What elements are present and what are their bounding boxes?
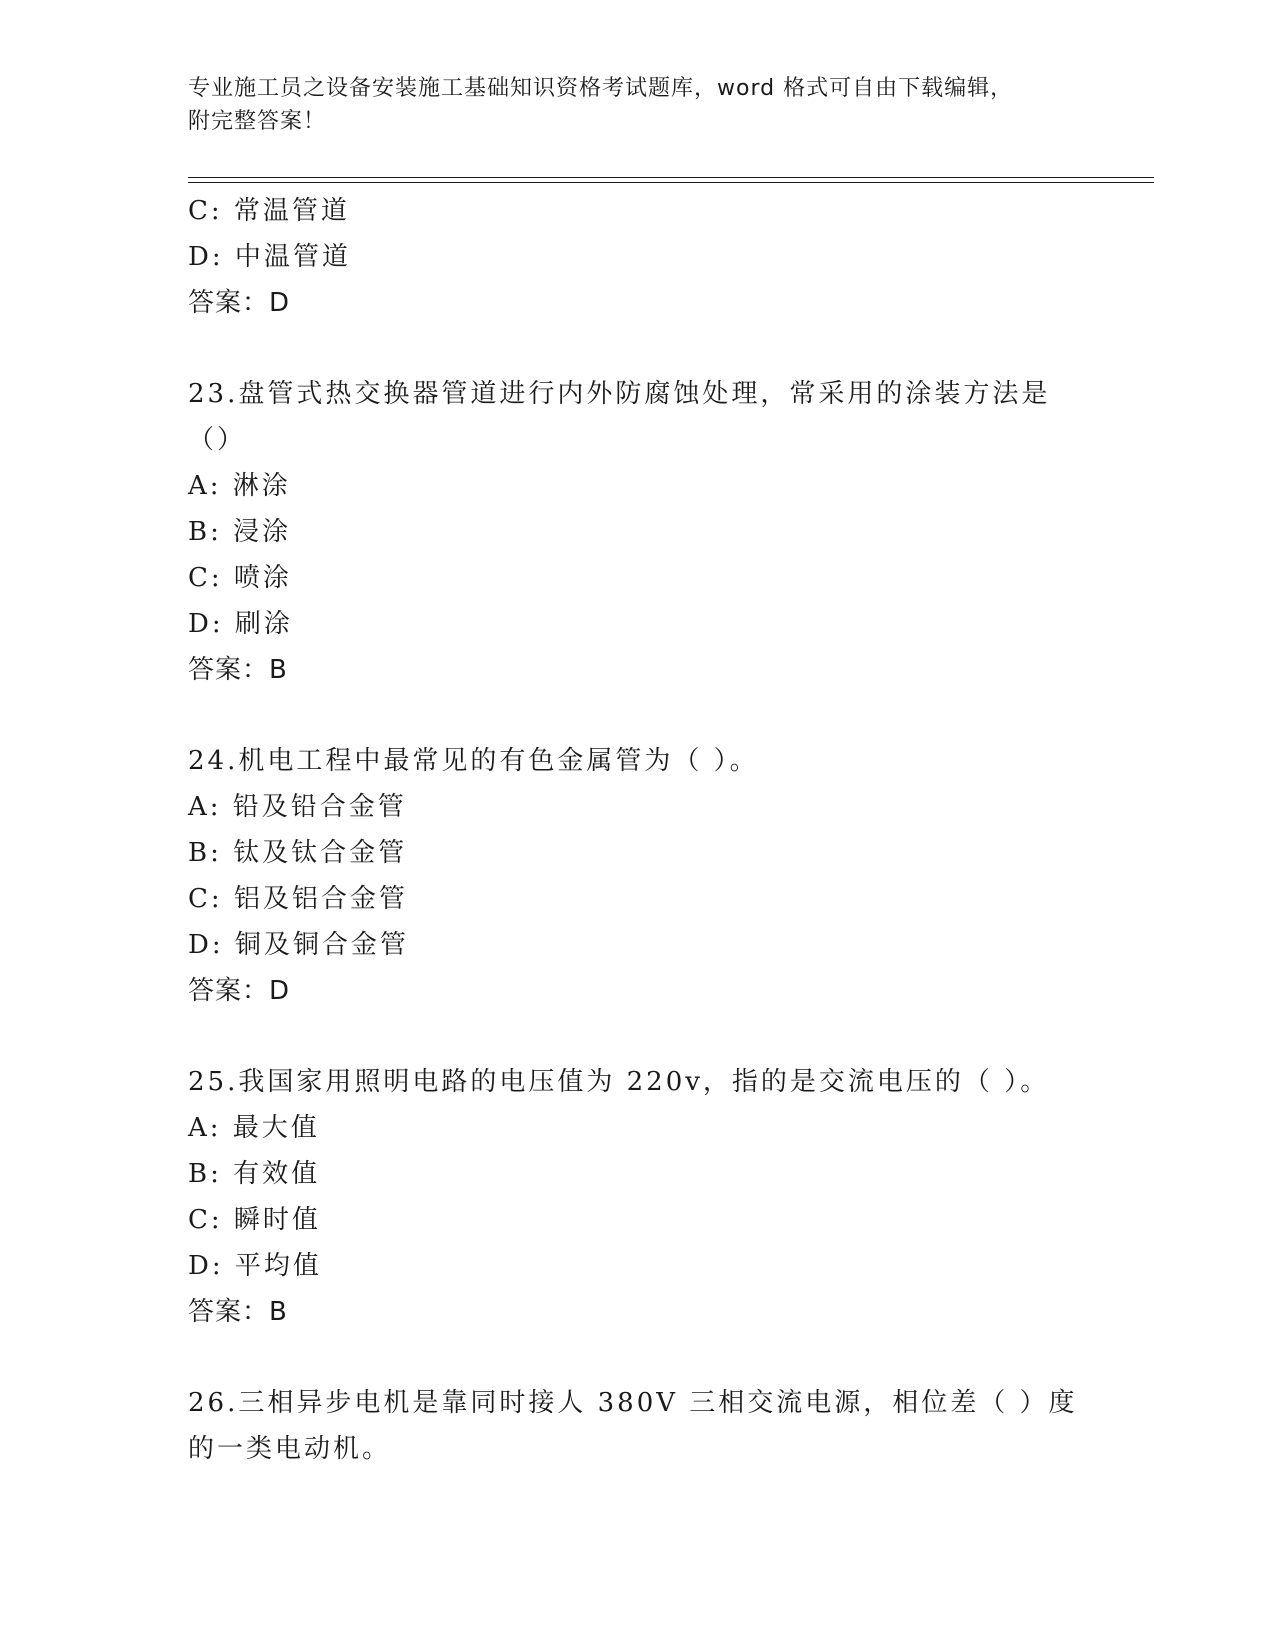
header-divider-bottom	[188, 182, 1154, 183]
option-c: C: 铝及铝合金管	[188, 884, 408, 914]
option-a: A: 铅及铅合金管	[188, 792, 407, 822]
option-b: B: 浸涂	[188, 517, 292, 547]
answer-line: 答案：D	[188, 976, 291, 1006]
question-25	[188, 1059, 1148, 1335]
question-stem: 25.我国家用照明电路的电压值为 220v，指的是交流电压的（ ）。	[188, 1067, 1050, 1097]
option-d: D: 平均值	[188, 1251, 322, 1281]
option-d: D: 铜及铜合金管	[188, 930, 409, 960]
question-26	[188, 1380, 1148, 1472]
answer-line: 答案：B	[188, 655, 288, 685]
option-b: B: 有效值	[188, 1159, 321, 1189]
header-line-2: 附完整答案！	[188, 109, 327, 134]
option-a: A: 淋涂	[188, 471, 291, 501]
answer-line: 答案：D	[188, 288, 291, 318]
question-stem: 24.机电工程中最常见的有色金属管为（ ）。	[188, 746, 759, 776]
header-divider-top	[188, 177, 1154, 178]
answer-line: 答案：B	[188, 1297, 288, 1327]
option-b: B: 钛及钛合金管	[188, 838, 408, 868]
option-c: C: 常温管道	[188, 196, 350, 226]
question-22-continued	[188, 188, 1148, 326]
question-23	[188, 371, 1148, 693]
question-stem: 26.三相异步电机是靠同时接人 380V 三相交流电源，相位差（ ）度的一类电动机。	[188, 1388, 1078, 1464]
question-stem: 23.盘管式热交换器管道进行内外防腐蚀处理，常采用的涂装方法是（）	[188, 379, 1051, 455]
option-c: C: 喷涂	[188, 563, 292, 593]
option-d: D: 中温管道	[188, 242, 351, 272]
option-a: A: 最大值	[188, 1113, 320, 1143]
option-d: D: 刷涂	[188, 609, 293, 639]
question-24	[188, 738, 1148, 1014]
option-c: C: 瞬时值	[188, 1205, 321, 1235]
document-header	[188, 72, 1068, 138]
header-line-1: 专业施工员之设备安装施工基础知识资格考试题库，word 格式可自由下载编辑，	[188, 76, 1014, 101]
question-list	[188, 188, 1148, 1472]
